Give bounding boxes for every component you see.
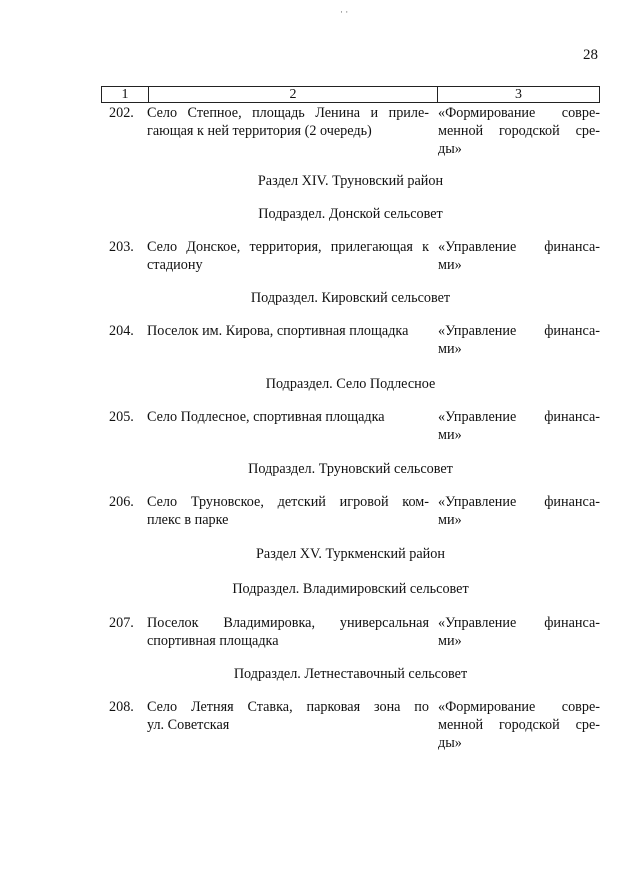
row-number: 207. (109, 615, 134, 631)
program-name-line: ми» (438, 341, 462, 357)
program-name-line: «Управление финанса- (438, 494, 600, 510)
subsection-heading: Подраздел. Донской сельсовет (258, 206, 443, 222)
object-name-line: Поселок Владимировка, универсальная (147, 615, 429, 631)
program-name-line: ми» (438, 427, 462, 443)
object-name-line: спортивная площадка (147, 633, 279, 649)
program-name (438, 104, 600, 158)
program-name-line: ды» (438, 141, 462, 157)
section-heading: Раздел XV. Туркменский район (256, 546, 445, 562)
program-name (438, 408, 600, 444)
program-name-line: «Управление финанса- (438, 409, 600, 425)
program-name (438, 493, 600, 529)
object-name-line: Поселок им. Кирова, спортивная площадка (147, 323, 409, 339)
program-name (438, 238, 600, 274)
program-name (438, 322, 600, 358)
object-name (147, 698, 429, 734)
top-mark: · · (340, 7, 349, 17)
object-name (147, 238, 429, 274)
program-name (438, 614, 600, 650)
object-name (147, 322, 429, 340)
object-name (147, 493, 429, 529)
program-name-line: ми» (438, 257, 462, 273)
subsection-heading: Подраздел. Село Подлесное (265, 376, 436, 392)
program-name-line: «Управление финанса- (438, 615, 600, 631)
subsection-heading: Подраздел. Кировский сельсовет (250, 290, 451, 306)
program-name-line: ми» (438, 633, 462, 649)
row-number: 208. (109, 699, 134, 715)
program-name-line: ми» (438, 512, 462, 528)
row-number: 203. (109, 239, 134, 255)
object-name-line: стадиону (147, 257, 203, 273)
section-heading: Раздел XIV. Труновский район (257, 173, 444, 189)
program-name-line: «Формирование совре- (438, 105, 600, 121)
object-name-line: Село Труновское, детский игровой ком- (147, 494, 429, 510)
program-name-line: менной городской сре- (438, 717, 600, 733)
object-name-line: Село Подлесное, спортивная площадка (147, 409, 385, 425)
program-name-line: ды» (438, 735, 462, 751)
object-name-line: гающая к ней территория (2 очередь) (147, 123, 372, 139)
subsection-heading: Подраздел. Труновский сельсовет (248, 461, 453, 477)
object-name-line: ул. Советская (147, 717, 230, 733)
program-name (438, 698, 600, 752)
row-number: 204. (109, 323, 134, 339)
program-name-line: «Управление финанса- (438, 239, 600, 255)
column-header-2: 2 (149, 87, 438, 103)
row-number: 206. (109, 494, 134, 510)
page-number: 28 (583, 47, 598, 63)
subsection-heading: Подраздел. Владимировский сельсовет (232, 581, 469, 597)
column-header-3: 3 (438, 87, 600, 103)
object-name-line: Село Степное, площадь Ленина и приле- (147, 105, 429, 121)
program-name-line: менной городской сре- (438, 123, 600, 139)
object-name (147, 408, 429, 426)
object-name-line: плекс в парке (147, 512, 229, 528)
program-name-line: «Формирование совре- (438, 699, 600, 715)
object-name (147, 614, 429, 650)
object-name-line: Село Донское, территория, прилегающая к (147, 239, 429, 255)
row-number: 202. (109, 105, 134, 121)
row-number: 205. (109, 409, 134, 425)
object-name-line: Село Летняя Ставка, парковая зона по (147, 699, 429, 715)
object-name (147, 104, 429, 140)
program-name-line: «Управление финанса- (438, 323, 600, 339)
column-header-table (101, 86, 600, 103)
column-header-1: 1 (102, 87, 149, 103)
subsection-heading: Подраздел. Летнеставочный сельсовет (233, 666, 468, 682)
